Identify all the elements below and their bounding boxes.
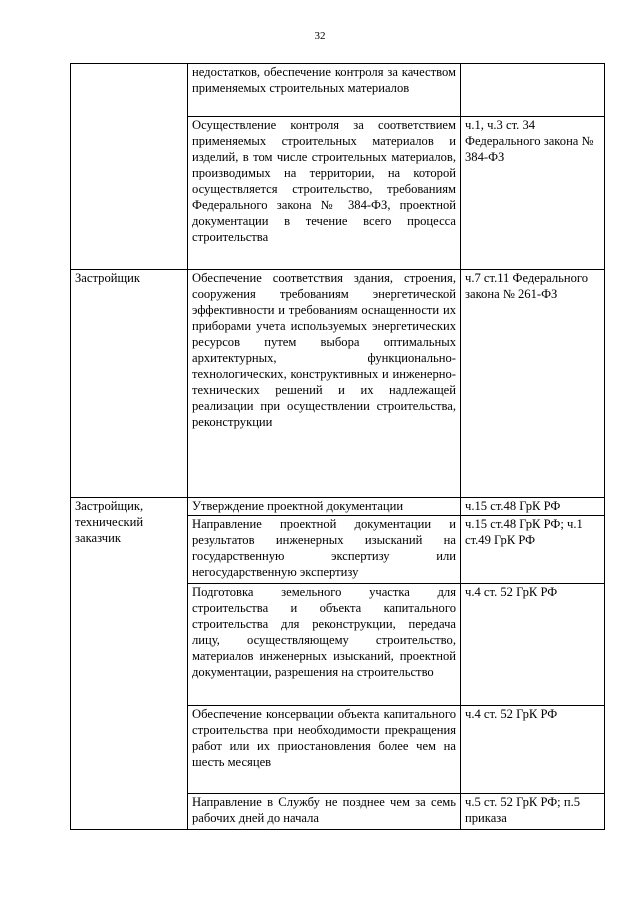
law-cell: ч.4 ст. 52 ГрК РФ: [461, 706, 605, 794]
action-cell: Осуществление контроля за соответствием применяемых строительных материалов и изделий, в том числе строительных материалов, производимых на территории, на которой осуществляется строительство, требованиям Федерального закона № 384-ФЗ, проектной документации в течение всего процесса строительства: [188, 117, 461, 270]
action-cell: Подготовка земельного участка для строительства и объекта капитального строительства для реконструкции, передача лицу, осуществляющему строительство, материалов инженерных изысканий, проектной документации, разрешения на строительство: [188, 584, 461, 706]
law-cell: ч.7 ст.11 Федерального закона № 261-ФЗ: [461, 270, 605, 498]
table-row: [71, 64, 605, 117]
requirements-table: [70, 63, 605, 830]
law-cell: [461, 64, 605, 117]
law-cell: ч.15 ст.48 ГрК РФ: [461, 498, 605, 516]
action-cell: недостатков, обеспечение контроля за качеством применяемых строительных материалов: [188, 64, 461, 117]
action-cell: Направление проектной документации и результатов инженерных изысканий на государственную экспертизу или негосударственную экспертизу: [188, 516, 461, 584]
table-row: [71, 498, 605, 516]
party-cell: [71, 64, 188, 117]
law-cell: ч.15 ст.48 ГрК РФ; ч.1 ст.49 ГрК РФ: [461, 516, 605, 584]
law-cell: ч.5 ст. 52 ГрК РФ; п.5 приказа: [461, 794, 605, 830]
law-cell: ч.1, ч.3 ст. 34 Федерального закона № 384-ФЗ: [461, 117, 605, 270]
party-cell: Застройщик: [71, 270, 188, 498]
party-cell: Застройщик, технический заказчик: [71, 498, 188, 830]
action-cell: Направление в Службу не позднее чем за семь рабочих дней до начала: [188, 794, 461, 830]
action-cell: Обеспечение соответствия здания, строения, сооружения требованиям энергетической эффективности и требованиям оснащенности их приборами учета используемых энергетических ресурсов путем выбора оптимальных архитектурных, функционально-технологических, конструктивных и инженерно-технических решений и их надлежащей реализации при осуществлении строительства, реконструкции: [188, 270, 461, 498]
action-cell: Утверждение проектной документации: [188, 498, 461, 516]
law-cell: ч.4 ст. 52 ГрК РФ: [461, 584, 605, 706]
party-cell: [71, 117, 188, 270]
table-row: [71, 270, 605, 498]
page-number: 32: [314, 30, 326, 42]
table-row: [71, 117, 605, 270]
action-cell: Обеспечение консервации объекта капитального строительства при необходимости прекращения работ или их приостановления более чем на шесть месяцев: [188, 706, 461, 794]
